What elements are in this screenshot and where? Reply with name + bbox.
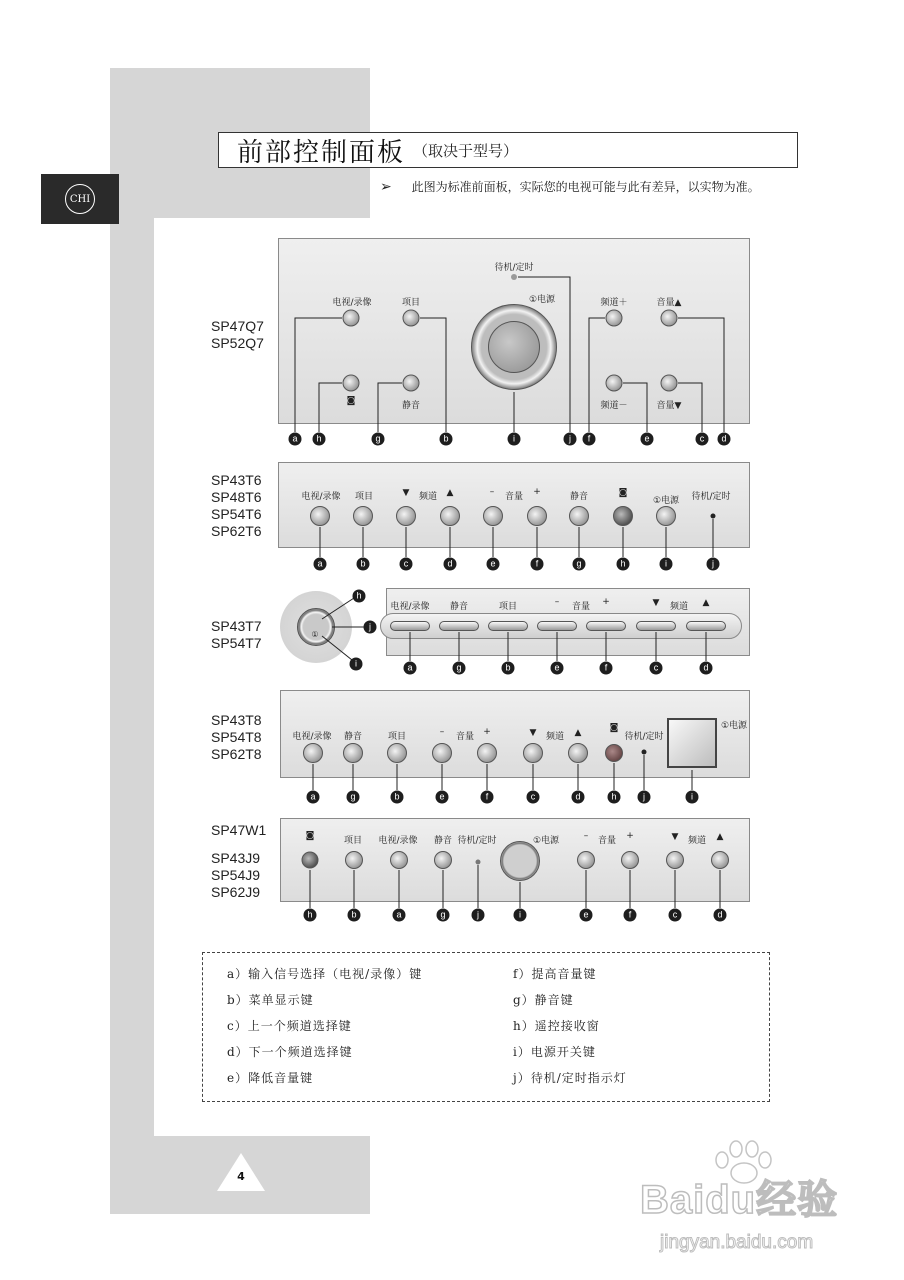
callout-letter: e xyxy=(436,791,449,804)
ch-down-button xyxy=(666,851,684,869)
vol-down-button xyxy=(577,851,595,869)
label-ch: 频道 xyxy=(418,492,438,502)
callout-letter: f xyxy=(600,662,613,675)
callout-letter: h xyxy=(313,433,326,446)
callout-letter: b xyxy=(440,433,453,446)
menu-button xyxy=(403,310,420,327)
callout-letter: i xyxy=(350,658,363,671)
label-power: ①电源 xyxy=(720,721,748,731)
label-standby: 待机/定时 xyxy=(691,492,731,502)
label-remote: ◙ xyxy=(346,396,356,406)
label-menu: 项目 xyxy=(401,298,421,308)
power-ring xyxy=(500,841,540,881)
label-mute: 静音 xyxy=(569,492,589,502)
page-title: 前部控制面板 xyxy=(237,137,406,168)
label-vol-down: – xyxy=(439,727,445,737)
model-name: SP62J9 xyxy=(211,884,261,900)
menu-button xyxy=(345,851,363,869)
model-name: SP48T6 xyxy=(211,489,262,505)
label-vol: 音量 xyxy=(504,492,524,502)
callout-letter: j xyxy=(472,909,485,922)
panel2-models xyxy=(211,472,262,540)
label-mute: 静音 xyxy=(433,836,453,846)
callout-letter: d xyxy=(572,791,585,804)
callout-letter: c xyxy=(650,662,663,675)
vol-up-button xyxy=(477,743,497,763)
callout-letter: h xyxy=(617,558,630,571)
vol-down-button xyxy=(537,621,577,631)
label-ch-up: 频道＋ xyxy=(600,298,628,308)
label-power: ①电源 xyxy=(652,496,680,506)
panel4-models xyxy=(211,712,262,763)
label-remote: ◙ xyxy=(305,831,315,841)
label-ch-down: ▼ xyxy=(529,728,537,738)
ch-up-button xyxy=(606,310,623,327)
legend-item: c）上一个频道选择键 xyxy=(227,1019,352,1033)
side-power-knob xyxy=(297,608,335,646)
label-vol-up: + xyxy=(602,597,610,607)
callout-letter: i xyxy=(686,791,699,804)
label-ch-up: ▲ xyxy=(574,728,582,738)
label-ch-up: ▲ xyxy=(446,488,454,498)
ch-up-button xyxy=(568,743,588,763)
standby-led xyxy=(711,514,716,519)
callout-letter: a xyxy=(314,558,327,571)
standby-led xyxy=(511,274,517,280)
model-name: SP43T8 xyxy=(211,712,262,728)
label-mute: 静音 xyxy=(343,732,363,742)
ch-up-button xyxy=(440,506,460,526)
callout-letter: e xyxy=(580,909,593,922)
baidu-watermark xyxy=(640,1140,890,1270)
model-name: SP54J9 xyxy=(211,867,261,883)
tv-video-button xyxy=(303,743,323,763)
page-number: 4 xyxy=(237,1170,245,1183)
ch-down-button xyxy=(523,743,543,763)
label-menu: 项目 xyxy=(343,836,363,846)
label-remote: ◙ xyxy=(609,723,619,733)
callout-letter: c xyxy=(527,791,540,804)
vol-down-button xyxy=(483,506,503,526)
legend-item: j）待机/定时指示灯 xyxy=(513,1071,627,1085)
label-ch-down: 频道－ xyxy=(600,401,628,411)
callout-letter: h xyxy=(353,590,366,603)
label-ch: 频道 xyxy=(545,732,565,742)
label-vol-up: + xyxy=(483,727,491,737)
callout-letter: j xyxy=(564,433,577,446)
model-name: SP54T7 xyxy=(211,635,262,651)
label-vol: 音量 xyxy=(571,602,591,612)
callout-letter: h xyxy=(608,791,621,804)
callout-letter: a xyxy=(404,662,417,675)
label-tv-video: 电视/录像 xyxy=(301,492,341,502)
legend-item: f）提高音量键 xyxy=(513,967,597,981)
legend-item: a）输入信号选择（电视/录像）键 xyxy=(227,967,423,981)
callout-letter: e xyxy=(487,558,500,571)
tv-video-button xyxy=(390,621,430,631)
panel1-models xyxy=(211,318,264,352)
label-ch-up: ▲ xyxy=(716,832,724,842)
label-menu: 项目 xyxy=(387,732,407,742)
watermark-url: jingyan.baidu.com xyxy=(660,1232,814,1253)
legend-item: d）下一个频道选择键 xyxy=(227,1045,353,1059)
callout-letter: c xyxy=(696,433,709,446)
callout-letter: g xyxy=(573,558,586,571)
callout-letter: g xyxy=(372,433,385,446)
label-vol-up: 音量▲ xyxy=(656,298,682,308)
callout-letter: i xyxy=(514,909,527,922)
section-title-box xyxy=(218,132,798,168)
mute-button xyxy=(403,375,420,392)
panel3-models xyxy=(211,618,262,652)
callout-letter: j xyxy=(707,558,720,571)
label-vol-down: – xyxy=(489,487,495,497)
panel5-models xyxy=(211,850,260,901)
callout-letter: b xyxy=(348,909,361,922)
mute-button xyxy=(439,621,479,631)
label-menu: 项目 xyxy=(498,602,518,612)
mute-button xyxy=(434,851,452,869)
label-power: ①电源 xyxy=(528,295,556,305)
label-power: ①电源 xyxy=(532,836,560,846)
label-tv-video: 电视/录像 xyxy=(390,602,430,612)
callout-letter: g xyxy=(347,791,360,804)
vol-up-button xyxy=(527,506,547,526)
callout-letter: a xyxy=(289,433,302,446)
language-tab xyxy=(41,174,119,224)
callout-letter: c xyxy=(400,558,413,571)
label-vol-up: + xyxy=(626,831,634,841)
label-ch-down: ▼ xyxy=(671,832,679,842)
callout-letter: d xyxy=(700,662,713,675)
callout-letter: f xyxy=(531,558,544,571)
ch-down-button xyxy=(636,621,676,631)
ch-up-button xyxy=(711,851,729,869)
label-vol-down: – xyxy=(583,831,589,841)
remote-sensor xyxy=(605,744,623,762)
power-symbol: ① xyxy=(311,630,319,639)
callout-letter: j xyxy=(364,621,377,634)
label-vol-up: + xyxy=(533,487,541,497)
model-name: SP54T6 xyxy=(211,506,262,522)
language-badge: CHI xyxy=(65,184,95,214)
model-name: SP52Q7 xyxy=(211,335,264,351)
power-button-square xyxy=(667,718,717,768)
callout-letter: f xyxy=(624,909,637,922)
label-standby: 待机/定时 xyxy=(624,732,664,742)
vol-up-button xyxy=(661,310,678,327)
legend-item: h）遥控接收窗 xyxy=(513,1019,600,1033)
label-ch-up: ▲ xyxy=(702,598,710,608)
label-vol: 音量 xyxy=(597,836,617,846)
callout-letter: i xyxy=(508,433,521,446)
model-name: SP54T8 xyxy=(211,729,262,745)
callout-letter: b xyxy=(357,558,370,571)
panel2-diagram xyxy=(278,462,750,548)
callout-letter: e xyxy=(551,662,564,675)
label-vol: 音量 xyxy=(455,732,475,742)
label-remote: ◙ xyxy=(618,488,628,498)
label-standby: 待机/定时 xyxy=(457,836,497,846)
label-ch-down: ▼ xyxy=(652,598,660,608)
arrow-icon: ➢ xyxy=(380,179,392,195)
label-mute: 静音 xyxy=(449,602,469,612)
vol-up-button xyxy=(621,851,639,869)
label-vol-down: 音量▼ xyxy=(656,401,682,411)
tv-video-button xyxy=(310,506,330,526)
panel5-model-top xyxy=(211,822,266,839)
note-line xyxy=(380,178,760,195)
standby-led xyxy=(642,750,647,755)
tv-video-button xyxy=(390,851,408,869)
label-ch: 频道 xyxy=(687,836,707,846)
label-mute: 静音 xyxy=(401,401,421,411)
label-standby: 待机/定时 xyxy=(494,263,534,273)
callout-letter: j xyxy=(638,791,651,804)
legend-item: b）菜单显示键 xyxy=(227,993,314,1007)
callout-letter: e xyxy=(641,433,654,446)
model-name: SP43T6 xyxy=(211,472,262,488)
callout-letter: b xyxy=(502,662,515,675)
callout-letter: g xyxy=(437,909,450,922)
ch-down-button xyxy=(606,375,623,392)
legend-item: e）降低音量键 xyxy=(227,1071,314,1085)
menu-button xyxy=(488,621,528,631)
vol-down-button xyxy=(661,375,678,392)
callout-letter: d xyxy=(714,909,727,922)
remote-sensor xyxy=(302,852,319,869)
callout-letter: d xyxy=(444,558,457,571)
vol-up-button xyxy=(586,621,626,631)
callout-letter: f xyxy=(481,791,494,804)
callout-letter: g xyxy=(453,662,466,675)
legend-item: g）静音键 xyxy=(513,993,574,1007)
label-vol-down: – xyxy=(554,597,560,607)
model-name: SP43T7 xyxy=(211,618,262,634)
label-tv-video: 电视/录像 xyxy=(378,836,418,846)
callout-letter: a xyxy=(307,791,320,804)
callout-letter: a xyxy=(393,909,406,922)
callout-letter: f xyxy=(583,433,596,446)
label-tv-video: 电视/录像 xyxy=(332,298,372,308)
power-button xyxy=(488,321,540,373)
callout-letter: d xyxy=(718,433,731,446)
legend-box xyxy=(202,952,770,1102)
model-name: SP62T6 xyxy=(211,523,262,539)
remote-sensor xyxy=(613,506,633,526)
standby-led xyxy=(476,860,481,865)
mute-button xyxy=(569,506,589,526)
callout-letter: b xyxy=(391,791,404,804)
label-tv-video: 电视/录像 xyxy=(292,732,332,742)
label-menu: 项目 xyxy=(354,492,374,502)
ch-up-button xyxy=(686,621,726,631)
callout-letter: i xyxy=(660,558,673,571)
model-name: SP47Q7 xyxy=(211,318,264,334)
watermark-text: Baidu经验 xyxy=(640,1178,839,1222)
vol-down-button xyxy=(432,743,452,763)
gray-band-left xyxy=(110,218,154,1214)
callout-letter: c xyxy=(669,909,682,922)
remote-sensor xyxy=(343,375,360,392)
label-ch: 频道 xyxy=(669,602,689,612)
model-name: SP43J9 xyxy=(211,850,261,866)
ch-down-button xyxy=(396,506,416,526)
power-button xyxy=(656,506,676,526)
legend-item: i）电源开关键 xyxy=(513,1045,596,1059)
menu-button xyxy=(387,743,407,763)
callout-letter: h xyxy=(304,909,317,922)
model-name: SP62T8 xyxy=(211,746,262,762)
tv-video-button xyxy=(343,310,360,327)
mute-button xyxy=(343,743,363,763)
label-ch-down: ▼ xyxy=(402,488,410,498)
model-name: SP47W1 xyxy=(211,822,267,838)
page-title-note: （取决于型号） xyxy=(413,141,519,160)
note-text: 此图为标准前面板，实际您的电视可能与此有差异，以实物为准。 xyxy=(411,180,760,194)
menu-button xyxy=(353,506,373,526)
